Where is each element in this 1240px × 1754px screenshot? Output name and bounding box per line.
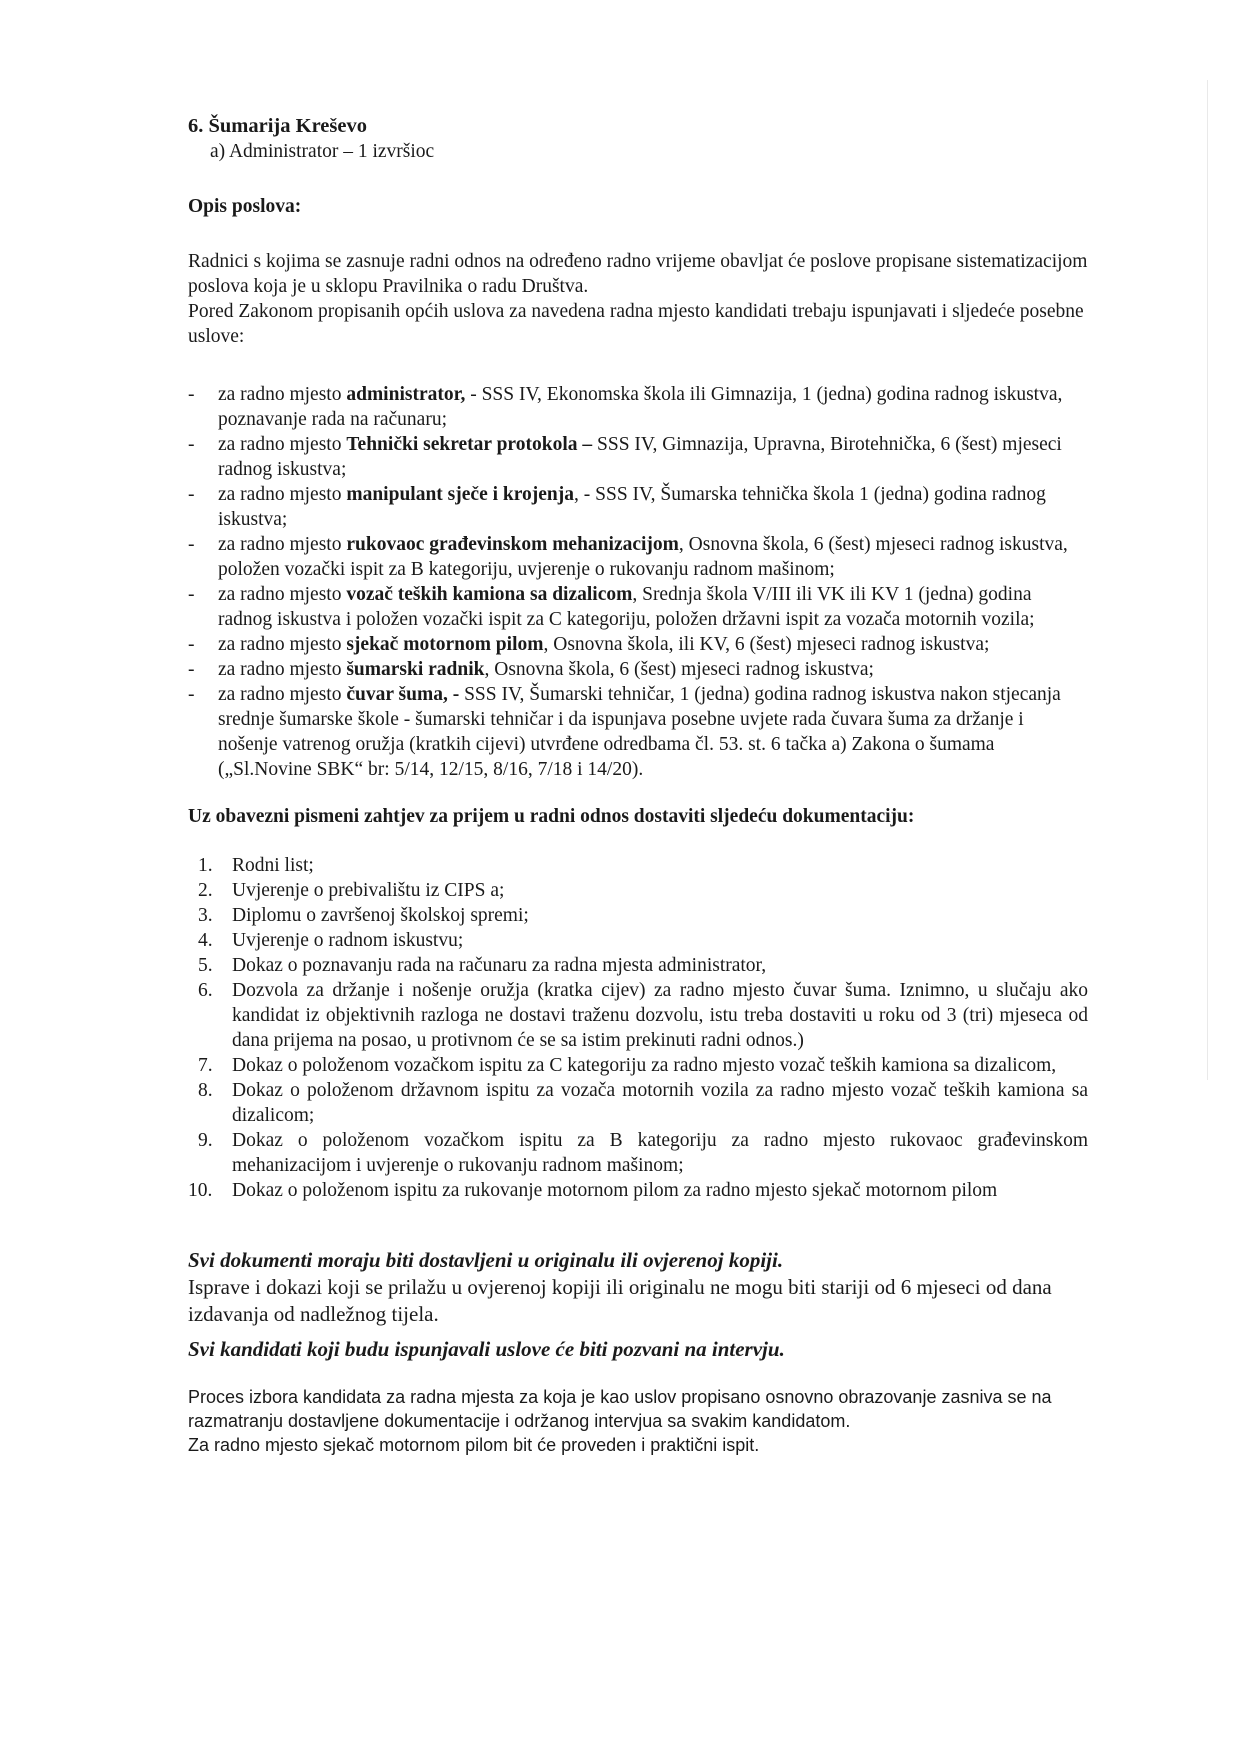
document-item <box>188 953 1088 978</box>
document-body <box>188 114 1088 1457</box>
document-text: Dokaz o poznavanju rada na računaru za radna mjesta administrator, <box>232 955 767 976</box>
requirement-role: šumarski radnik <box>346 659 485 680</box>
requirement-role: čuvar šuma, - <box>346 684 460 705</box>
position-title: a) Administrator – 1 izvršioc <box>210 141 435 162</box>
requirement-prefix: za radno mjesto <box>218 484 347 505</box>
requirement-item <box>188 632 1088 657</box>
document-text: Uvjerenje o radnom iskustvu; <box>232 930 464 951</box>
scan-edge-line <box>1207 80 1208 1080</box>
requirement-role: manipulant sječe i krojenja <box>346 484 575 505</box>
document-number: 8. <box>198 1080 213 1101</box>
document-number: 4. <box>198 930 213 951</box>
requirement-details: SSS IV, Šumarski tehničar, 1 (jedna) godina radnog iskustva nakon stjecanja srednje šumarske škole - šumarski tehničar i da ispunjava posebne uvjete rada čuvara šuma za držanje i nošenje vatrenog oružja (kratkih cijevi) utvrđene odredbama čl. 53. st. 6 tačka a) Zakona o šumama („Sl.Novine SBK“ br: 5/14, 12/15, 8/16, 7/18 i 14/20). <box>218 684 1061 780</box>
requirement-role: rukovaoc građevinskom mehanizacijom <box>346 534 679 555</box>
intro-paragraph <box>188 249 1088 349</box>
requirement-item <box>188 582 1088 632</box>
requirement-item <box>188 682 1088 782</box>
documents-title: Uz obavezni pismeni zahtjev za prijem u radni odnos dostaviti sljedeću dokumentaciju: <box>188 806 915 827</box>
section-heading: 6. Šumarija Kreševo <box>188 115 367 137</box>
requirement-item <box>188 532 1088 582</box>
document-item <box>188 853 1088 878</box>
document-number: 6. <box>198 980 213 1001</box>
intro-line: Pored Zakonom propisanih općih uslova za navedena radna mjesto kandidati trebaju ispunjavati i sljedeće posebne uslove: <box>188 301 1084 347</box>
requirement-details: SSS IV, Gimnazija, Upravna, Birotehnička, 6 (šest) mjeseci radnog iskustva; <box>218 434 1062 480</box>
document-text: Dokaz o položenom vozačkom ispitu za B kategoriju za radno mjesto rukovaoc građevinskom mehanizacijom i uvjerenje o rukovanju radnom mašinom; <box>232 1130 1088 1176</box>
document-text: Dokaz o položenom ispitu za rukovanje motornom pilom za radno mjesto sjekač motornom pilom <box>232 1180 998 1201</box>
document-number: 3. <box>198 905 213 926</box>
intro-line: Radnici s kojima se zasnuje radni odnos na određeno radno vrijeme obavljat će poslove propisane sistematizacijom poslova koja je u sklopu Pravilnika o radu Društva. <box>188 251 1088 297</box>
document-text: Rodni list; <box>232 855 314 876</box>
requirement-role: administrator, <box>346 384 466 405</box>
requirement-prefix: za radno mjesto <box>218 659 347 680</box>
document-item <box>188 978 1088 1053</box>
document-text: Dozvola za držanje i nošenje oružja (kratka cijev) za radno mjesto čuvar šuma. Iznimno, u slučaju ako kandidat iz objektivnih razloga ne dostavi traženu dozvolu, istu treba dostaviti u roku od 3 (tri) mjeseca od dana prijema na posao, u protivnom će se sa istim prekinuti radni odnos.) <box>232 980 1088 1051</box>
document-number: 1. <box>198 855 213 876</box>
requirement-details: , - SSS IV, Šumarska tehnička škola 1 (jedna) godina radnog iskustva; <box>218 484 1046 530</box>
document-number: 2. <box>198 880 213 901</box>
document-number: 10. <box>188 1180 213 1201</box>
requirement-role: Tehnički sekretar protokola – <box>346 434 593 455</box>
requirement-item <box>188 657 1088 682</box>
document-item <box>188 928 1088 953</box>
document-item <box>188 1178 1088 1203</box>
document-text: Dokaz o položenom državnom ispitu za vozača motornih vozila za radno mjesto vozač teških kamiona sa dizalicom; <box>232 1080 1088 1126</box>
document-number: 7. <box>198 1055 213 1076</box>
requirement-role: vozač teških kamiona sa dizalicom <box>346 584 633 605</box>
document-item <box>188 1078 1088 1128</box>
requirement-item <box>188 432 1088 482</box>
original-copy-note: Svi dokumenti moraju biti dostavljeni u originalu ili ovjerenoj kopiji. <box>188 1248 784 1272</box>
requirement-prefix: za radno mjesto <box>218 384 347 405</box>
selection-process-line: Za radno mjesto sjekač motornom pilom bit će proveden i praktični ispit. <box>188 1435 760 1455</box>
requirement-item <box>188 482 1088 532</box>
interview-note: Svi kandidati koji budu ispunjavali uslove će biti pozvani na intervju. <box>188 1337 785 1361</box>
requirement-details: , Osnovna škola, 6 (šest) mjeseci radnog iskustva; <box>484 659 874 680</box>
selection-process-line: Proces izbora kandidata za radna mjesta za koja je kao uslov propisano osnovno obrazovanje zasniva se na razmatranju dostavljene dokumentacije i održanog intervjua sa svakim kandidatom. <box>188 1387 1052 1431</box>
document-text: Dokaz o položenom vozačkom ispitu za C kategoriju za radno mjesto vozač teških kamiona sa dizalicom, <box>232 1055 1057 1076</box>
document-number: 9. <box>198 1130 213 1151</box>
requirement-prefix: za radno mjesto <box>218 434 347 455</box>
document-item <box>188 1128 1088 1178</box>
requirement-prefix: za radno mjesto <box>218 584 347 605</box>
closing-notes <box>188 1247 1088 1363</box>
document-text: Uvjerenje o prebivalištu iz CIPS a; <box>232 880 505 901</box>
job-description-label: Opis poslova: <box>188 196 302 217</box>
requirement-prefix: za radno mjesto <box>218 534 347 555</box>
requirement-details: , Osnovna škola, ili KV, 6 (šest) mjeseci radnog iskustva; <box>543 634 990 655</box>
document-age-note: Isprave i dokazi koji se prilažu u ovjerenoj kopiji ili originalu ne mogu biti stariji od 6 mjeseci od dana izdavanja od nadležnog tijela. <box>188 1275 1052 1326</box>
requirement-role: sjekač motornom pilom <box>346 634 544 655</box>
requirement-details: , Srednja škola V/III ili VK ili KV 1 (jedna) godina radnog iskustva i položen vozački ispit za C kategoriju, položen državni ispit za vozača motornih vozila; <box>218 584 1035 630</box>
document-item <box>188 903 1088 928</box>
requirement-item <box>188 382 1088 432</box>
documents-list <box>188 853 1088 1203</box>
document-text: Diplomu o završenoj školskoj spremi; <box>232 905 529 926</box>
requirement-details: , Osnovna škola, 6 (šest) mjeseci radnog iskustva, položen vozački ispit za B kategoriju, uvjerenje o rukovanju radnom mašinom; <box>218 534 1068 580</box>
document-number: 5. <box>198 955 213 976</box>
requirements-list <box>188 382 1088 782</box>
requirement-details: - SSS IV, Ekonomska škola ili Gimnazija, 1 (jedna) godina radnog iskustva, poznavanje rada na računaru; <box>218 384 1063 430</box>
requirement-prefix: za radno mjesto <box>218 634 347 655</box>
requirement-prefix: za radno mjesto <box>218 684 347 705</box>
document-item <box>188 1053 1088 1078</box>
selection-process <box>188 1385 1088 1457</box>
document-item <box>188 878 1088 903</box>
